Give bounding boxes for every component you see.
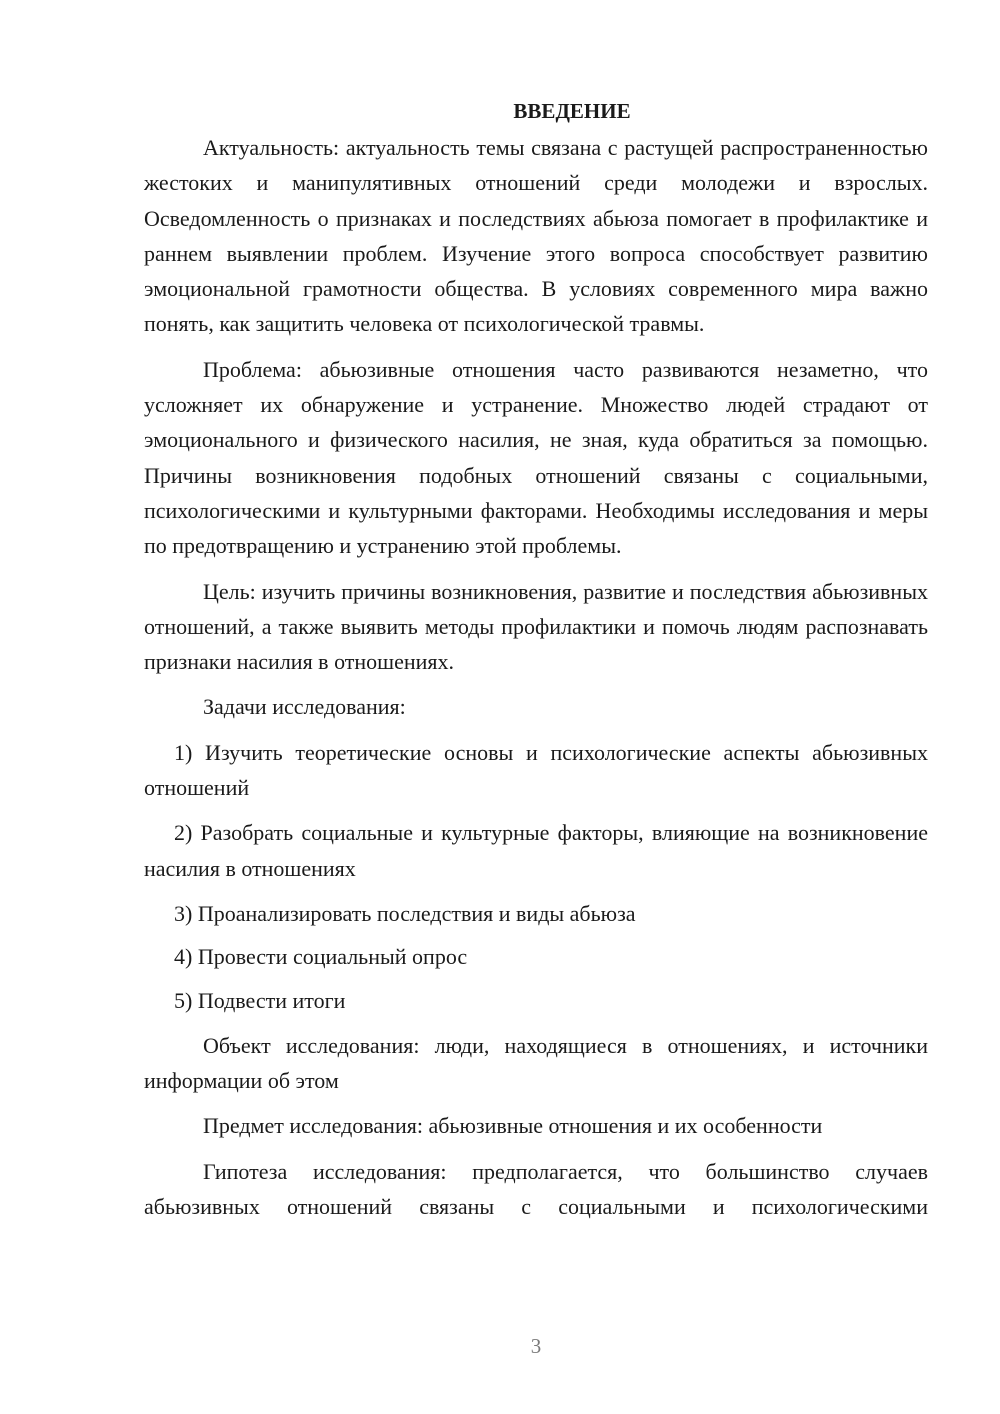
- page-number: 3: [530, 1334, 542, 1358]
- subject-paragraph: Предмет исследования: абьюзивные отношения и их особенности: [203, 1113, 823, 1139]
- task-item-4: 4) Провести социальный опрос: [174, 944, 468, 970]
- page-content: [144, 96, 928, 1234]
- hypothesis-paragraph: Гипотеза исследования: предполагается, что большинство случаев абьюзивных отношений связаны с социальными и психологическими: [144, 1158, 928, 1220]
- task-item-3: 3) Проанализировать последствия и виды абьюза: [174, 900, 636, 926]
- goal-paragraph: Цель: изучить причины возникновения, развитие и последствия абьюзивных отношений, а также выявить методы профилактики и помочь людям распознавать признаки насилия в отношениях.: [144, 578, 928, 675]
- object-paragraph: Объект исследования: люди, находящиеся в отношениях, и источники информации об этом: [144, 1032, 928, 1094]
- relevance-paragraph: Актуальность: актуальность темы связана с растущей распространенностью жестоких и манипулятивных отношений среди молодежи и взрослых. Осведомленность о признаках и последствиях абьюза помогает в профилактике и раннем выявлении проблем. Изучение этого вопроса способствует развитию эмоциональной грамотности общества. В условиях современного мира важно понять, как защитить человека от психологической травмы.: [144, 135, 928, 337]
- task-item-2: 2) Разобрать социальные и культурные факторы, влияющие на возникновение насилия в отношениях: [144, 820, 928, 881]
- section-title: ВВЕДЕНИЕ: [513, 99, 631, 123]
- task-item-1: 1) Изучить теоретические основы и психологические аспекты абьюзивных отношений: [144, 739, 928, 801]
- task-item-5: 5) Подвести итоги: [174, 987, 346, 1013]
- problem-paragraph: Проблема: абьюзивные отношения часто развиваются незаметно, что усложняет их обнаружение и устранение. Множество людей страдают от эмоционального и физического насилия, не зная, куда обратиться за помощью. Причины возникновения подобных отношений связаны с социальными, психологическими и культурными факторами. Необходимы исследования и меры по предотвращению и устранению этой проблемы.: [144, 356, 928, 559]
- tasks-heading: Задачи исследования:: [203, 694, 406, 720]
